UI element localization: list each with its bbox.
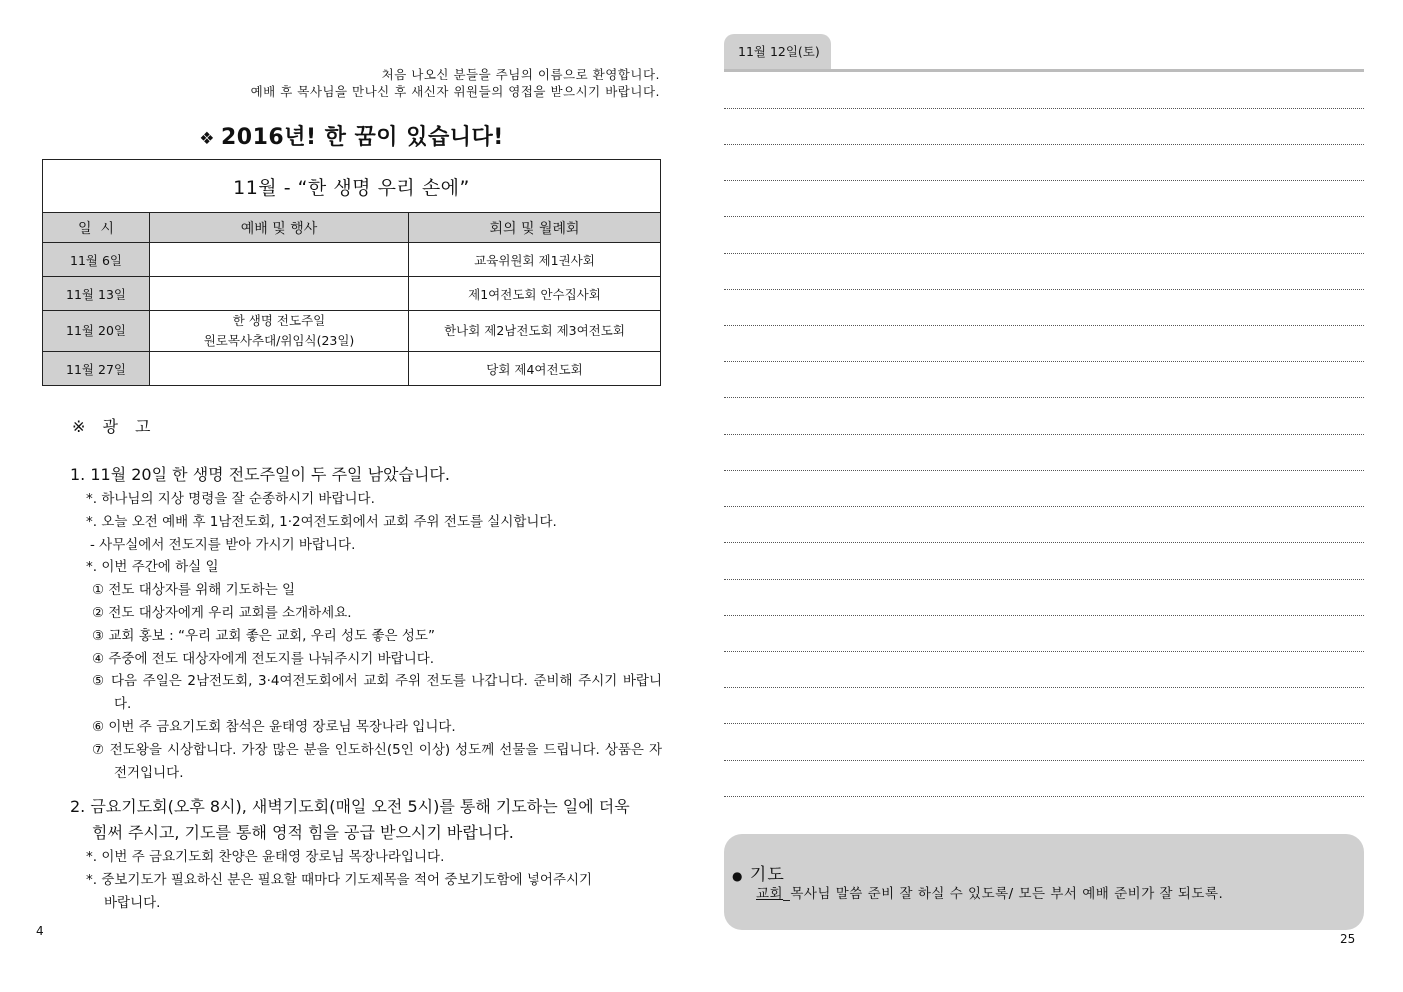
event-cell — [150, 243, 409, 277]
task-item: ② 전도 대상자에게 우리 교회를 소개하세요. — [92, 604, 352, 621]
note-line — [724, 760, 1364, 761]
prayer-label: 교회 — [756, 886, 784, 902]
schedule-title: 11월 - “한 생명 우리 손에” — [43, 160, 661, 213]
task-item: ⑤ 다음 주일은 2남전도회, 3·4여전도회에서 교회 주위 전도를 나갑니다. 준비해 주시기 바랍니다. — [92, 673, 662, 713]
theme-title-text: 2016년! 한 꿈이 있습니다! — [220, 125, 504, 150]
theme-title — [42, 120, 661, 151]
left-page — [0, 0, 700, 992]
note-line — [724, 434, 1364, 435]
welcome-line-2: 예배 후 목사님을 만나신 후 새신자 위원들의 영접을 받으시기 바랍니다. — [250, 84, 660, 99]
prayer-body: _목사님 말씀 준비 잘 하실 수 있도록/ 모든 부서 예배 준비가 잘 되도록. — [783, 886, 1224, 902]
notices-heading: ※ 광 고 — [72, 417, 157, 436]
note-line — [724, 687, 1364, 688]
note-line — [724, 108, 1364, 109]
event-cell — [150, 311, 409, 352]
meeting-cell: 당회 제4여전도회 — [409, 352, 661, 386]
diamond-bullet-icon: ❖ — [199, 129, 215, 149]
notice-1-dash: - 사무실에서 전도지를 받아 가시기 바랍니다. — [90, 536, 356, 553]
note-line — [724, 144, 1364, 145]
header-date: 일 시 — [43, 213, 150, 243]
notice-1-week-label: *. 이번 주간에 하실 일 — [86, 559, 219, 576]
task-item: ③ 교회 홍보 : “우리 교회 좋은 교회, 우리 성도 좋은 성도” — [92, 627, 435, 644]
task-item: ④ 주중에 전도 대상자에게 전도지를 나눠주시기 바랍니다. — [92, 650, 435, 667]
note-line — [724, 579, 1364, 580]
journal-date-tab: 11월 12일(토) — [724, 34, 831, 70]
circle-bullet-icon: ● — [732, 869, 744, 883]
prayer-title-text: 기도 — [749, 865, 785, 885]
task-item: ⑥ 이번 주 금요기도회 참석은 윤태영 장로님 목장나라 입니다. — [92, 718, 456, 735]
note-line — [724, 325, 1364, 326]
note-line — [724, 216, 1364, 217]
note-line — [724, 253, 1364, 254]
page-number-right: 25 — [1340, 932, 1356, 946]
notice-2-sub-2-line-2: 바랍니다. — [104, 894, 161, 911]
meeting-cell: 제1여전도회 안수집사회 — [409, 277, 661, 311]
date-cell: 11월 6일 — [43, 243, 150, 277]
note-line — [724, 361, 1364, 362]
tab-underline — [724, 69, 1364, 72]
notice-2-title-line-1: 2. 금요기도회(오후 8시), 새벽기도회(매일 오전 5시)를 통해 기도하는 일에 더욱 — [70, 797, 630, 817]
schedule-table — [42, 159, 661, 386]
meeting-cell: 한나회 제2남전도회 제3여전도회 — [409, 311, 661, 352]
task-item: ⑦ 전도왕을 시상합니다. 가장 많은 분을 인도하신(5인 이상) 성도께 선물을 드립니다. 상품은 자전거입니다. — [92, 741, 662, 781]
event-line-2: 원로목사추대/위임식(23일) — [203, 333, 355, 348]
header-event: 예배 및 행사 — [150, 213, 409, 243]
welcome-message — [20, 66, 660, 100]
note-line — [724, 651, 1364, 652]
note-line — [724, 180, 1364, 181]
notice-1-sub-1: *. 하나님의 지상 명령을 잘 순종하시기 바랍니다. — [86, 491, 375, 507]
note-line — [724, 470, 1364, 471]
table-row — [43, 277, 661, 311]
notice-2-sub-2-line-1: *. 중보기도가 필요하신 분은 필요할 때마다 기도제목을 적어 중보기도함에 넣어주시기 — [86, 872, 593, 889]
table-row — [43, 311, 661, 352]
note-line — [724, 289, 1364, 290]
date-cell: 11월 13일 — [43, 277, 150, 311]
notices-list — [70, 462, 662, 915]
date-cell: 11월 20일 — [43, 311, 150, 352]
prayer-text — [756, 882, 1223, 902]
date-cell: 11월 27일 — [43, 352, 150, 386]
right-page — [700, 0, 1403, 992]
notice-1-sub-2: *. 오늘 오전 예배 후 1남전도회, 1·2여전도회에서 교회 주위 전도를 실시합니다. — [86, 513, 557, 530]
event-cell — [150, 277, 409, 311]
task-item: ① 전도 대상자를 위해 기도하는 일 — [92, 582, 296, 599]
note-line — [724, 506, 1364, 507]
notice-2-title — [70, 794, 662, 846]
page-number-left: 4 — [36, 924, 44, 938]
meeting-cell: 교육위원회 제1권사회 — [409, 243, 661, 277]
welcome-line-1: 처음 나오신 분들을 주님의 이름으로 환영합니다. — [381, 67, 660, 82]
event-cell — [150, 352, 409, 386]
note-line — [724, 615, 1364, 616]
note-line — [724, 796, 1364, 797]
notice-1-title: 1. 11월 20일 한 생명 전도주일이 두 주일 남았습니다. — [70, 465, 450, 484]
notice-2-sub-1: *. 이번 주 금요기도회 찬양은 윤태영 장로님 목장나라입니다. — [86, 849, 445, 866]
note-line — [724, 542, 1364, 543]
event-line-1: 한 생명 전도주일 — [232, 313, 326, 328]
notice-2-title-line-2: 힘써 주시고, 기도를 통해 영적 힘을 공급 받으시기 바랍니다. — [92, 823, 514, 843]
header-meeting: 회의 및 월례회 — [409, 213, 661, 243]
note-line — [724, 397, 1364, 398]
table-row — [43, 243, 661, 277]
prayer-box — [724, 834, 1364, 930]
table-row — [43, 352, 661, 386]
notice-2-sub-2 — [70, 869, 662, 915]
note-line — [724, 723, 1364, 724]
